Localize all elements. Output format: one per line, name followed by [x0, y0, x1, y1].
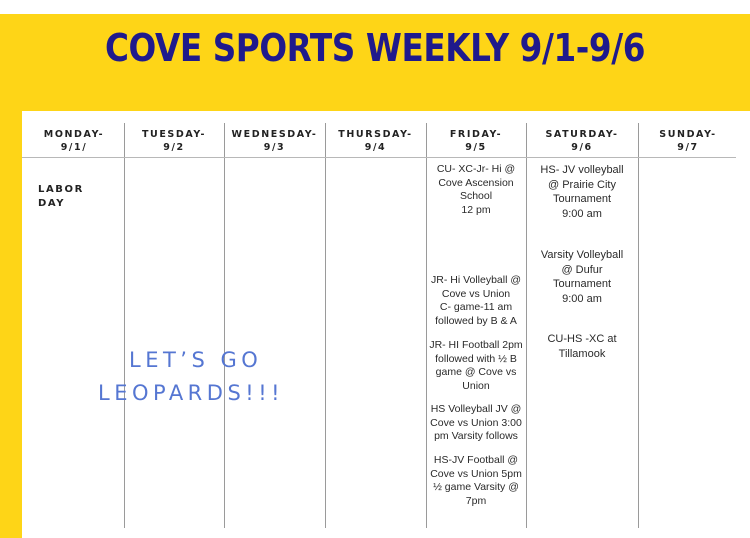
saturday-event: CU-HS -XC at Tillamook [547, 333, 617, 360]
day-header-tuesday: TUESDAY- 9/2 [141, 129, 207, 153]
header-divider [22, 157, 736, 158]
saturday-event: Varsity Volleyball @ Dufur Tournament 9:00 am [540, 249, 624, 305]
friday-event: CU- XC-Jr- Hi @ Cove Ascension School 12 pm [436, 163, 516, 216]
friday-event: JR- Hi Volleyball @ Cove vs Union C- game-11 am followed by B & A [430, 274, 522, 327]
column-divider [325, 123, 326, 528]
labor-day-label: LABOR DAY [38, 184, 84, 209]
column-divider [224, 123, 225, 528]
friday-event: HS-JV Football @ Cove vs Union 5pm ½ game Varsity @ 7pm [430, 454, 522, 507]
weekly-calendar [22, 111, 750, 538]
page-title: COVE SPORTS WEEKLY 9/1-9/6 [104, 26, 646, 70]
friday-event: HS Volleyball JV @ Cove vs Union 3:00 pm Varsity follows [430, 403, 522, 442]
day-header-wednesday: WEDNESDAY- 9/3 [231, 129, 318, 153]
cheer-text: LET’S GO LEOPARDS!!! [98, 348, 285, 405]
day-header-monday: MONDAY- 9/1/ [43, 129, 105, 153]
friday-event: JR- HI Football 2pm followed with ½ B game @ Cove vs Union [429, 339, 523, 392]
day-header-thursday: THURSDAY- 9/4 [338, 129, 413, 153]
day-header-sunday: SUNDAY- 9/7 [659, 129, 717, 153]
saturday-event: HS- JV volleyball @ Prairie City Tournament 9:00 am [540, 164, 624, 220]
day-header-saturday: SATURDAY- 9/6 [545, 129, 619, 153]
column-divider [638, 123, 639, 528]
column-divider [124, 123, 125, 528]
day-header-friday: FRIDAY- 9/5 [449, 129, 503, 153]
